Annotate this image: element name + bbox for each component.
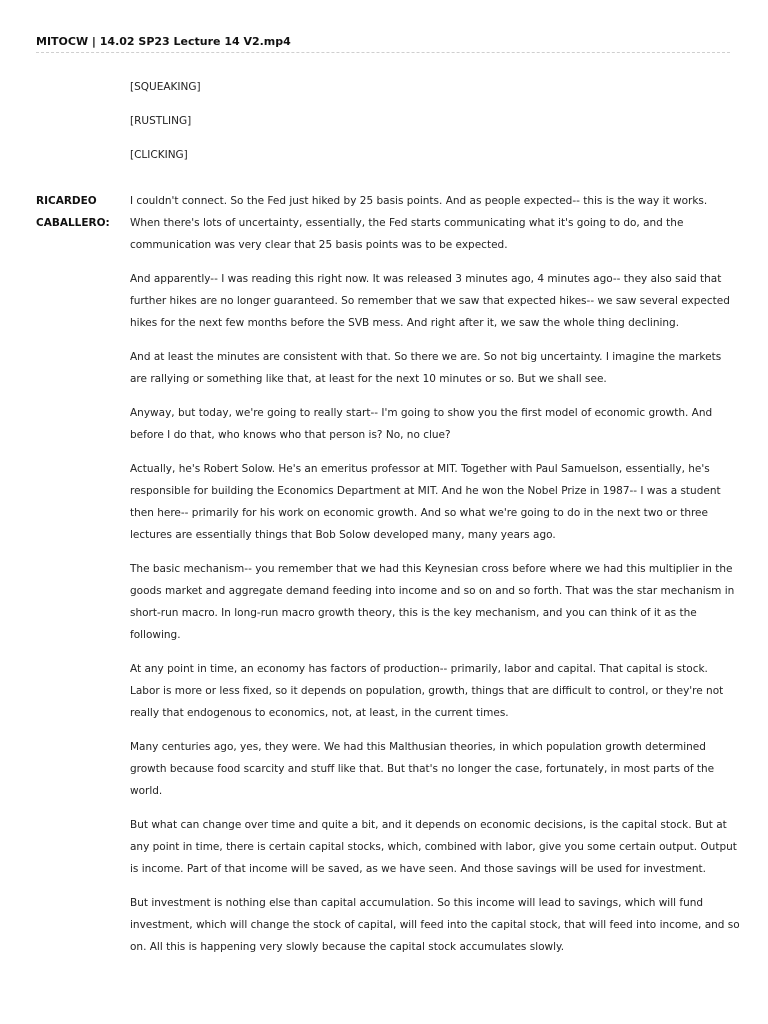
document-header	[36, 34, 730, 53]
transcript-paragraph: At any point in time, an economy has factors of production-- primarily, labor and capital. That capital is stock. Labor is more or less fixed, so it depends on population, growth, things that are difficult to control, or they're not really that endogenous to economics, not, at least, in the current times.	[130, 663, 724, 719]
document-title: MITOCW | 14.02 SP23 Lecture 14 V2.mp4	[36, 35, 291, 48]
transcript-paragraph: Actually, he's Robert Solow. He's an emeritus professor at MIT. Together with Paul Samuelson, essentially, he's responsible for building the Economics Department at MIT. And he won the Nobel Prize in 1987-- I was a student then here-- primarily for his work on economic growth. And so what we're going to do in the next two or three lectures are essentially things that Bob Solow developed many, many years ago.	[130, 463, 721, 541]
transcript-paragraph: I couldn't connect. So the Fed just hiked by 25 basis points. And as people expected-- this is the way it works. When there's lots of uncertainty, essentially, the Fed starts communicating what it's going to do, and the communication was very clear that 25 basis points was to be expected.	[130, 195, 708, 251]
transcript-paragraph: But investment is nothing else than capital accumulation. So this income will lead to savings, which will fund investment, which will change the stock of capital, will feed into the capital stock, that will feed into income, and so on. All this is happening very slowly because the capital stock accumulates slowly.	[130, 897, 740, 953]
transcript-body	[130, 190, 740, 970]
sound-note: [CLICKING]	[130, 149, 188, 161]
speaker-name	[36, 190, 124, 234]
sound-note: [RUSTLING]	[130, 115, 192, 127]
transcript-paragraph: Many centuries ago, yes, they were. We had this Malthusian theories, in which population growth determined growth because food scarcity and stuff like that. But that's no longer the case, fortunately, in most parts of the world.	[130, 741, 715, 797]
speaker-name-line: RICARDEO	[36, 195, 97, 207]
transcript-paragraph: But what can change over time and quite a bit, and it depends on economic decisions, is the capital stock. But at any point in time, there is certain capital stocks, which, combined with labor, give you some certain output. Output is income. Part of that income will be saved, as we have seen. And those savings will be used for investment.	[130, 819, 737, 875]
sound-note: [SQUEAKING]	[130, 81, 201, 93]
transcript-paragraph: And apparently-- I was reading this right now. It was released 3 minutes ago, 4 minutes ago-- they also said that further hikes are no longer guaranteed. So remember that we saw that expected hikes-- we saw several expected hikes for the next few months before the SVB mess. And right after it, we saw the whole thing declining.	[130, 273, 730, 329]
sound-notes	[130, 80, 730, 182]
speaker-name-line: CABALLERO:	[36, 217, 110, 229]
transcript-paragraph: The basic mechanism-- you remember that we had this Keynesian cross before where we had this multiplier in the goods market and aggregate demand feeding into income and so on and so forth. That was the star mechanism in short-run macro. In long-run macro growth theory, this is the key mechanism, and you can think of it as the following.	[130, 563, 735, 641]
transcript-paragraph: And at least the minutes are consistent with that. So there we are. So not big uncertainty. I imagine the markets are rallying or something like that, at least for the next 10 minutes or so. But we shall see.	[130, 351, 722, 385]
transcript-paragraph: Anyway, but today, we're going to really start-- I'm going to show you the first model of economic growth. And before I do that, who knows who that person is? No, no clue?	[130, 407, 713, 441]
